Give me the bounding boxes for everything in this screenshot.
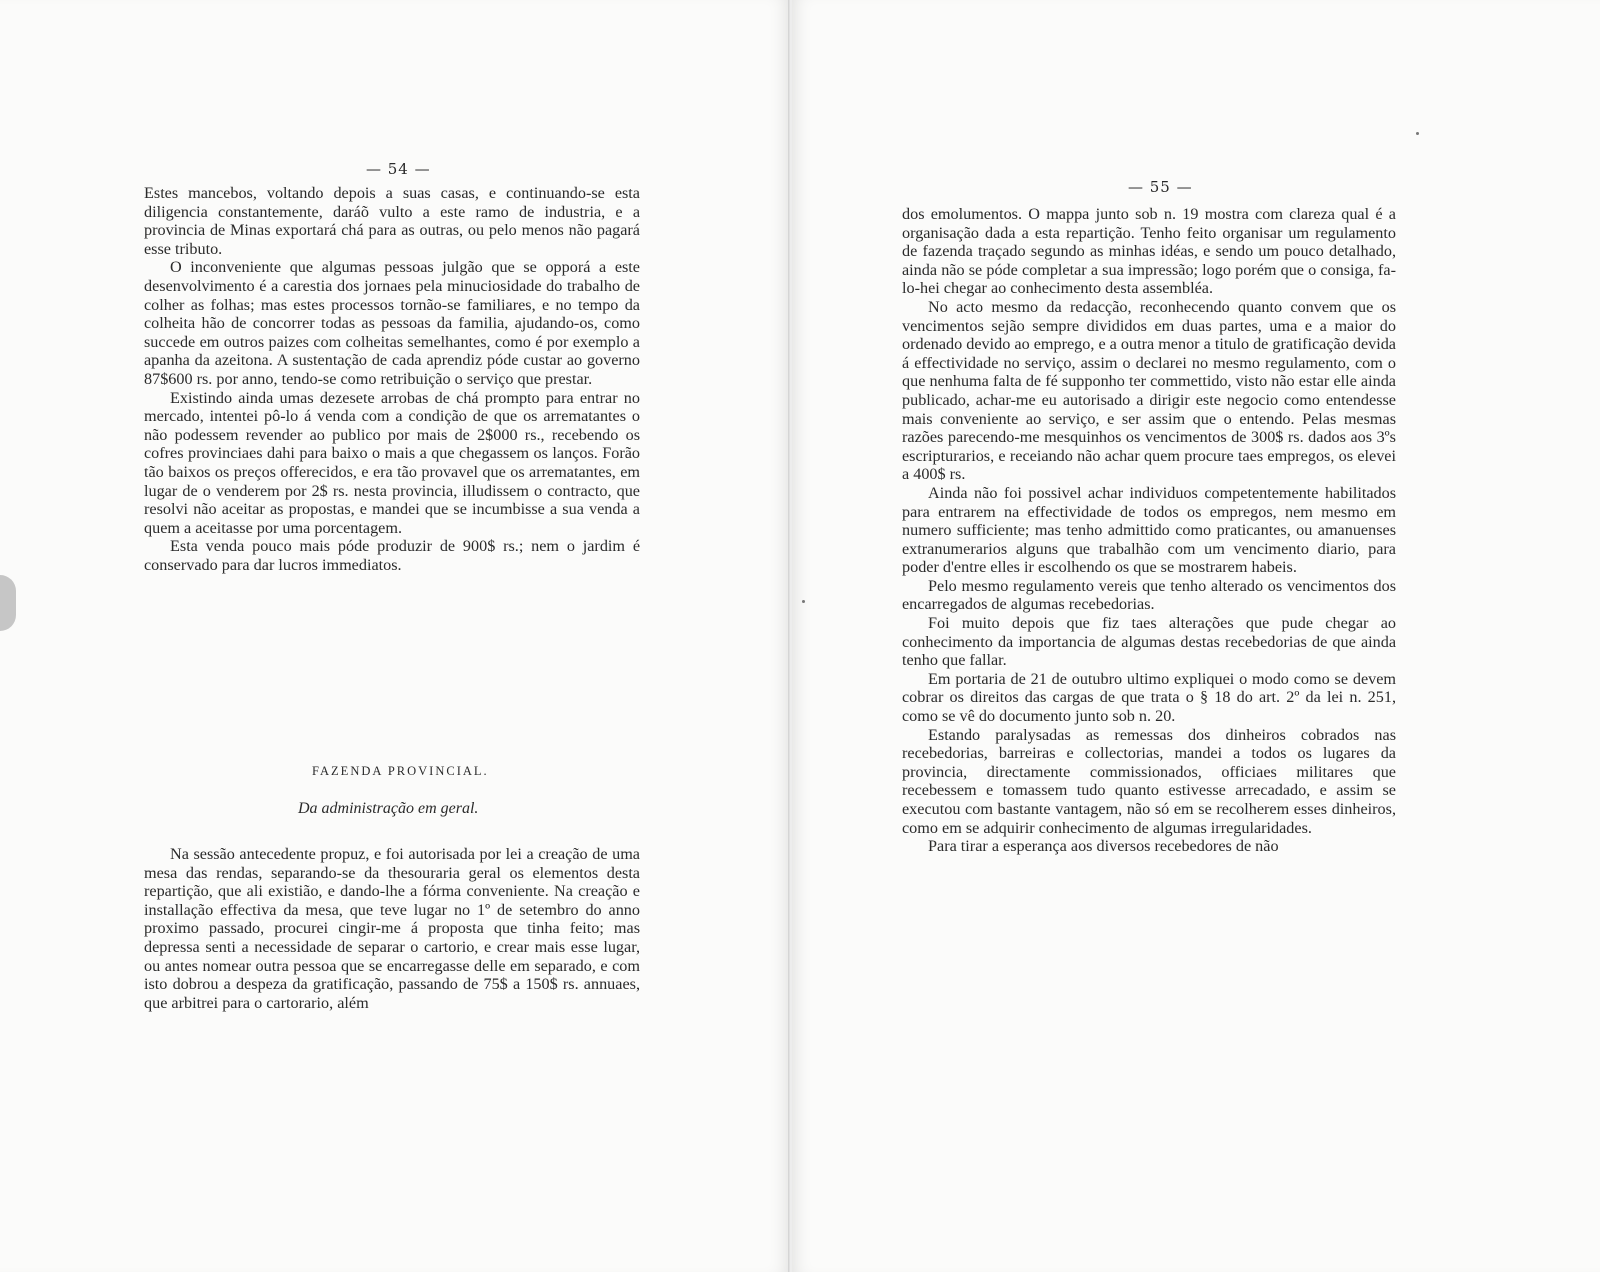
right-page [792, 0, 1600, 1272]
left-text-block-top [144, 184, 640, 574]
paragraph: Estando paralysadas as remessas dos dinheiros cobrados nas recebedorias, barreiras e collectorias, mandei a todos os lugares da provincia, directamente commissionados, officiaes militares que recebessem e tomassem tudo quanto estivesse arrecadado, e assim se executou com bastante vantagem, não só em se recolherem esses dinheiros, como em se adquirir conhecimento de algumas irregularidades. [902, 725, 1396, 837]
paper-speck [802, 600, 805, 603]
page-number-55: — 55 — [1128, 178, 1193, 196]
paragraph: Existindo ainda umas dezesete arrobas de chá prompto para entrar no mercado, intentei pô-lo á venda com a condição de que os arrematantes o não podessem revender ao publico por mais de 2$000 rs., recebendo os cofres provinciaes dahi para baixo o mais a que chegassem os lanços. Forão tão baixos os preços offerecidos, e era tão provavel que os arrematantes, em lugar de o venderem por 2$ rs. nesta provincia, illudissem o contracto, que resolvi não aceitar as propostas, e mandei que se incumbisse a sua venda a quem a aceitasse por uma porcentagem. [144, 388, 640, 537]
paper-speck [1416, 132, 1419, 135]
paragraph: Esta venda pouco mais póde produzir de 900$ rs.; nem o jardim é conservado para dar lucros immediatos. [144, 537, 640, 574]
paragraph: Para tirar a esperança aos diversos recebedores de não [928, 837, 1279, 856]
paragraph: Em portaria de 21 de outubro ultimo expliquei o modo como se devem cobrar os direitos das cargas de que trata o § 18 do art. 2º da lei n. 251, como se vê do documento junto sob n. 20. [902, 669, 1396, 726]
paragraph: Estes mancebos, voltando depois a suas casas, e continuando-se esta diligencia constantemente, daráõ vulto a este ramo de industria, e a provincia de Minas exportará chá para as outras, ou pelo menos não pagará esse tributo. [144, 184, 640, 258]
paragraph: Pelo mesmo regulamento vereis que tenho alterado os vencimentos dos encarregados de algumas recebedorias. [902, 576, 1396, 614]
left-text-block-bottom [144, 845, 640, 1012]
paragraph: O inconveniente que algumas pessoas julgão que se opporá a este desenvolvimento é a carestia dos jornaes pela minuciosidade do trabalho de colher as folhas; mas estes processos tornão-se familiares, e no tempo da colheita hão de concorrer todas as pessoas da familia, ajudando-os, como succede em outros paizes com colheitas semelhantes, como é por exemplo a apanha da azeitona. A sustentação de cada aprendiz póde custar ao governo 87$600 rs. por anno, tendo-se como retribuição o serviço que prestar. [144, 258, 640, 388]
paragraph: Foi muito depois que fiz taes alterações que pude chegar ao conhecimento da importancia de algumas destas recebedorias de que ainda tenho que fallar. [902, 614, 1396, 670]
right-text-block [902, 205, 1396, 856]
paragraph: No acto mesmo da redacção, reconhecendo quanto convem que os vencimentos sejão sempre divididos em duas partes, uma e a maior do ordenado devido ao emprego, e a outra menor a titulo de gratificação devida á effectividade no serviço, assim o declarei no mesmo regulamento, com o que nenhuma falta de fé supponho ter commettido, visto não estar elle ainda publicado, achar-me eu autorisado a dirigir este negocio como entendesse mais conveniente ao serviço, e ser assim que o entendo. Pelas mesmas razões parecendo-me mesquinhos os vencimentos de 300$ rs. dados aos 3ºs escripturarios, e receiando não achar quem procure taes empregos, os elevei a 400$ rs. [902, 297, 1396, 484]
paragraph: dos emolumentos. O mappa junto sob n. 19 mostra com clareza qual é a organisação dada a esta repartição. Tenho feito organisar um regulamento de fazenda traçado segundo as minhas idéas, e sendo um pouco detalhado, ainda não se póde completar a sua impressão; logo porém que o consiga, fa-lo-hei chegar ao conhecimento desta assembléa. [902, 205, 1396, 298]
paragraph: Na sessão antecedente propuz, e foi autorisada por lei a creação de uma mesa das rendas, separando-se da thesouraria geral os elementos desta repartição, que ali existião, e dando-lhe a fórma conveniente. Na creação e installação effectiva da mesa, que teve lugar no 1º de setembro do anno proximo passado, procurei cingir-me á proposta que tinha feito; mas depressa senti a necessidade de separar o cartorio, e crear mais esse lugar, ou antes nomear outra pessoa que se encarregasse delle em separado, e com isto dobrou a despeza da gratificação, passando de 75$ a 150$ rs. annuaes, que arbitrei para o cartorario, além [144, 845, 640, 1012]
library-stamp-mark [0, 575, 16, 631]
section-subheading: Da administração em geral. [298, 800, 479, 817]
left-page [0, 0, 790, 1272]
section-heading: FAZENDA PROVINCIAL. [312, 764, 489, 778]
page-number-54: — 54 — [366, 160, 431, 178]
paragraph: Ainda não foi possivel achar individuos competentemente habilitados para entrarem na effectividade de todos os empregos, nem mesmo em numero sufficiente; mas tenho admittido como praticantes, ou amanuenses extranumerarios alguns que trabalhão com um vencimento diario, para poder d'entre elles ir escolhendo os que se mostrarem habeis. [902, 483, 1396, 577]
